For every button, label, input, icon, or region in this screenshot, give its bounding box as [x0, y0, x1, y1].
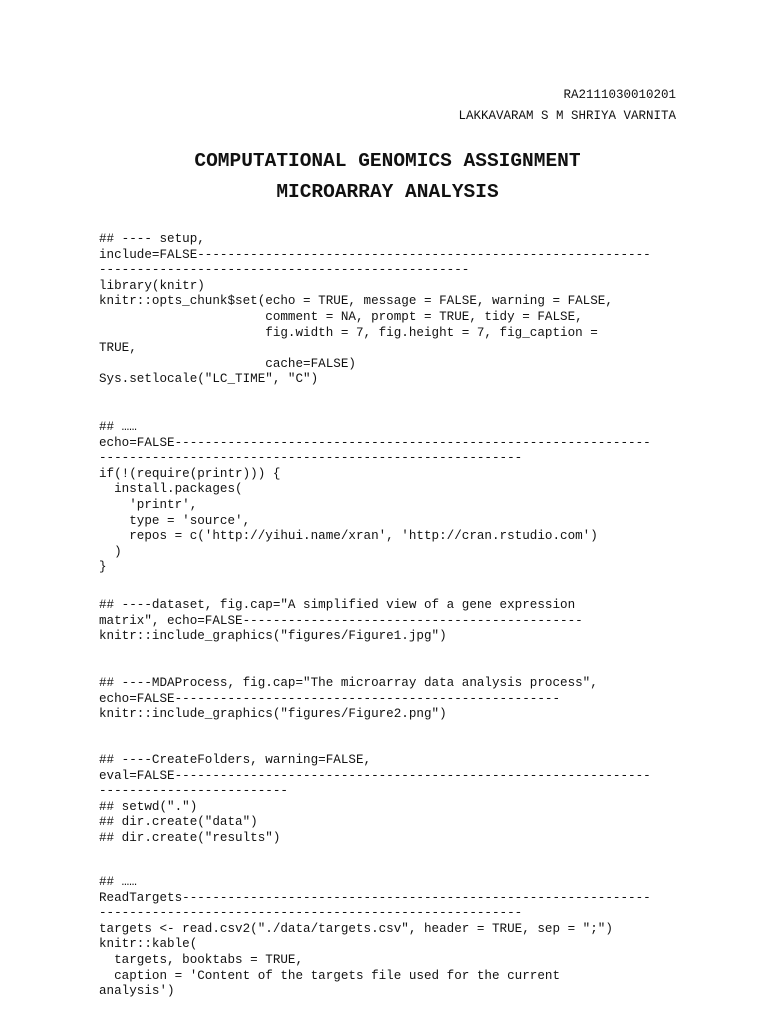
code-block-readtargets [99, 875, 651, 1000]
code-line: matrix", echo=FALSE--------------------------------------------- [99, 613, 583, 628]
code-line: type = 'source', [99, 513, 251, 528]
page-title: COMPUTATIONAL GENOMICS ASSIGNMENT [194, 150, 581, 172]
code-line: ------------------------------------------------- [99, 263, 470, 278]
code-line: ReadTargets-------------------------------------------------------------- [99, 890, 651, 905]
code-line: knitr::include_graphics("figures/Figure2.png") [99, 707, 447, 722]
page-subtitle: MICROARRAY ANALYSIS [276, 181, 499, 203]
code-block-printr [99, 420, 651, 576]
code-line: ## ----MDAProcess, fig.cap="The microarray data analysis process", [99, 676, 598, 690]
code-line: comment = NA, prompt = TRUE, tidy = FALSE, [99, 309, 583, 324]
code-line: echo=FALSE--------------------------------------------------- [99, 691, 561, 706]
code-block-mdaprocess [99, 676, 598, 723]
code-line: eval=FALSE--------------------------------------------------------------- [99, 768, 651, 783]
code-line: cache=FALSE) [99, 356, 356, 371]
code-line: } [99, 560, 107, 575]
code-line: if(!(require(printr))) { [99, 466, 281, 481]
code-line: ## ----dataset, fig.cap="A simplified view of a gene expression [99, 598, 576, 612]
code-line: TRUE, [99, 341, 137, 356]
code-line: install.packages( [99, 482, 243, 497]
code-line: knitr::opts_chunk$set(echo = TRUE, message = FALSE, warning = FALSE, [99, 294, 613, 309]
code-line: ------------------------- [99, 784, 288, 799]
code-line: include=FALSE------------------------------------------------------------ [99, 247, 651, 262]
code-block-dataset [99, 598, 583, 645]
code-line: targets <- read.csv2("./data/targets.csv", header = TRUE, sep = ";") [99, 921, 613, 936]
code-block-createfolders [99, 753, 651, 847]
code-line: fig.width = 7, fig.height = 7, fig_caption = [99, 325, 598, 340]
code-line: ## ---- setup, [99, 232, 205, 246]
code-line: ## setwd(".") [99, 799, 198, 814]
code-line: ## dir.create("data") [99, 815, 258, 830]
code-line: 'printr', [99, 497, 198, 512]
student-id: RA2111030010201 [563, 88, 676, 102]
code-line: echo=FALSE--------------------------------------------------------------- [99, 435, 651, 450]
code-line: Sys.setlocale("LC_TIME", "C") [99, 372, 319, 387]
code-line: caption = 'Content of the targets file used for the current [99, 968, 561, 983]
code-line: analysis') [99, 984, 175, 999]
code-line: knitr::kable( [99, 937, 198, 952]
code-line: ## ----CreateFolders, warning=FALSE, [99, 753, 372, 767]
code-line: ## …… [99, 420, 137, 434]
code-line: ## …… [99, 875, 137, 889]
code-line: ## dir.create("results") [99, 830, 281, 845]
code-line: -------------------------------------------------------- [99, 906, 523, 921]
code-line: -------------------------------------------------------- [99, 451, 523, 466]
code-block-setup [99, 232, 651, 388]
student-name: LAKKAVARAM S M SHRIYA VARNITA [458, 109, 676, 123]
code-line: repos = c('http://yihui.name/xran', 'http://cran.rstudio.com') [99, 529, 598, 544]
code-line: library(knitr) [99, 278, 205, 293]
code-line: ) [99, 544, 122, 559]
code-line: targets, booktabs = TRUE, [99, 952, 304, 967]
code-line: knitr::include_graphics("figures/Figure1.jpg") [99, 629, 447, 644]
